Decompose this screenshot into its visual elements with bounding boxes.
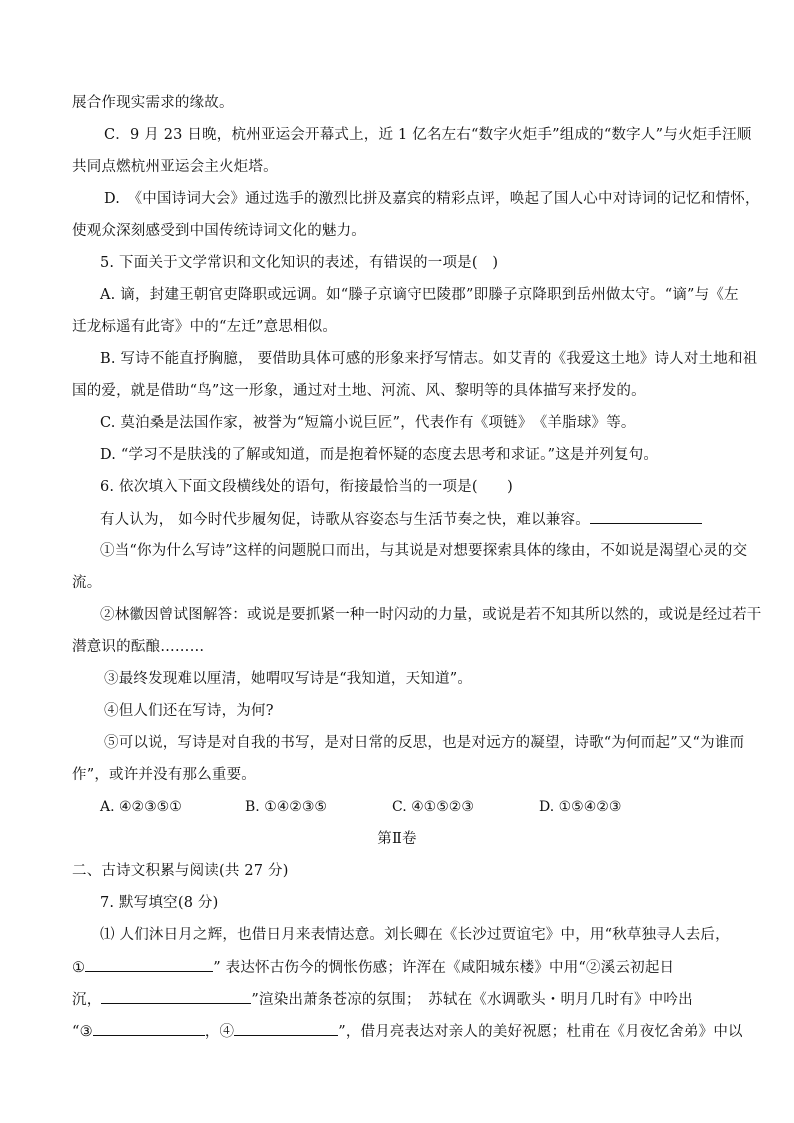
text-span: ”渲染出萧条苍凉的氛围； 苏轼在《水调歌头・明月几时有》中吟出 bbox=[251, 992, 693, 1008]
fill-blank[interactable] bbox=[590, 509, 702, 524]
text-line: ②林徽因曾试图解答：或说是要抓紧一种一时闪动的力量，或说是若不知其所以然的，或说是经过若干 bbox=[100, 607, 762, 623]
text-line: 国的爱，就是借助“鸟”这一形象，通过对土地、河流、风、黎明等的具体描写来抒发的。 bbox=[72, 383, 646, 399]
text-line: C. 莫泊桑是法国作家，被誉为“短篇小说巨匠”，代表作有《项链》 《羊脂球》等。 bbox=[100, 415, 636, 431]
text-line: 作”，或许并没有那么重要。 bbox=[72, 767, 257, 783]
text-span: “③ bbox=[72, 1024, 93, 1040]
text-line: 迁龙标遥有此寄》中的“左迁”意思相似。 bbox=[72, 319, 338, 335]
text-line: ③最终发现难以厘清，她喟叹写诗是“我知道，天知道”。 bbox=[104, 671, 473, 687]
option-a[interactable]: A. ④②③⑤① bbox=[100, 799, 182, 815]
section-heading: 二、古诗文积累与阅读(共 27 分) bbox=[72, 863, 289, 879]
text-span: 沉， bbox=[72, 992, 102, 1008]
text-line: D. 《中国诗词大会》通过选手的激烈比拼及嘉宾的精彩点评，唤起了国人心中对诗词的记忆和情怀， bbox=[104, 191, 760, 207]
option-d[interactable]: D. ①⑤④②③ bbox=[539, 799, 622, 815]
fill-blank-4[interactable] bbox=[234, 1021, 338, 1036]
text-line: A. 谪，封建王朝官吏降职或远调。如“滕子京谪守巴陵郡”即滕子京降职到岳州做太守。“谪”与《左 bbox=[100, 287, 739, 303]
text-line: 展合作现实需求的缘故。 bbox=[72, 95, 234, 111]
text-span: ” 表达怀古伤今的惆怅伤感；许浑在《咸阳城东楼》中用“②溪云初起日 bbox=[213, 960, 675, 976]
fill-blank-2[interactable] bbox=[101, 989, 251, 1004]
option-b[interactable]: B. ①④②③⑤ bbox=[245, 799, 327, 815]
question-7: 7. 默写填空(8 分) bbox=[100, 895, 219, 911]
text-span: ”，借月亮表达对亲人的美好祝愿；杜甫在《月夜忆舍弟》中以 bbox=[338, 1024, 743, 1040]
question-5: 5. 下面关于文学常识和文化知识的表述，有错误的一项是( ) bbox=[100, 255, 499, 271]
text-line bbox=[100, 509, 724, 530]
text-line bbox=[72, 989, 724, 1010]
text-line: 共同点燃杭州亚运会主火炬塔。 bbox=[72, 159, 278, 175]
fill-blank-1[interactable] bbox=[85, 957, 213, 972]
text-line: 流。 bbox=[72, 575, 102, 591]
text-line: D. “学习不是肤浅的了解或知道，而是抱着怀疑的态度去思考和求证。”这是并列复句。 bbox=[100, 447, 659, 463]
text-line: ⑤可以说，写诗是对自我的书写，是对日常的反思，也是对远方的凝望，诗歌“为何而起”又“为谁而 bbox=[104, 735, 745, 751]
fill-blank-3[interactable] bbox=[93, 1021, 205, 1036]
text-line: C．9 月 23 日晚，杭州亚运会开幕式上，近 1 亿名左右“数字火炬手”组成的“数字人”与火炬手汪顺 bbox=[104, 127, 752, 143]
text-span: ① bbox=[72, 960, 86, 976]
option-c[interactable]: C. ④①⑤②③ bbox=[392, 799, 474, 815]
text-line: ⑴ 人们沐日月之辉，也借日月来表情达意。刘长卿在《长沙过贾谊宅》中，用“秋草独寻人去后， bbox=[100, 927, 730, 943]
text-line: ④但人们还在写诗，为何? bbox=[104, 703, 274, 719]
text-span: 有人认为， 如今时代步履匆促，诗歌从容姿态与生活节奏之快，难以兼容。 bbox=[100, 512, 590, 528]
text-line: 使观众深刻感受到中国传统诗词文化的魅力。 bbox=[72, 223, 366, 239]
text-line bbox=[72, 1021, 743, 1042]
section-title: 第Ⅱ卷 bbox=[377, 831, 417, 847]
text-line: 潜意识的酝酿……… bbox=[72, 639, 205, 655]
text-line bbox=[72, 957, 724, 978]
text-span: ，④ bbox=[204, 1024, 235, 1040]
question-6: 6. 依次填入下面文段横线处的语句，衔接最恰当的一项是( ) bbox=[100, 479, 513, 495]
text-line: B. 写诗不能直抒胸臆， 要借助具体可感的形象来抒写情志。如艾青的《我爱这土地》诗人对土地和祖 bbox=[100, 351, 758, 367]
text-line: ①当“你为什么写诗”这样的问题脱口而出，与其说是对想要探索具体的缘由，不如说是渴望心灵的交 bbox=[100, 543, 748, 559]
